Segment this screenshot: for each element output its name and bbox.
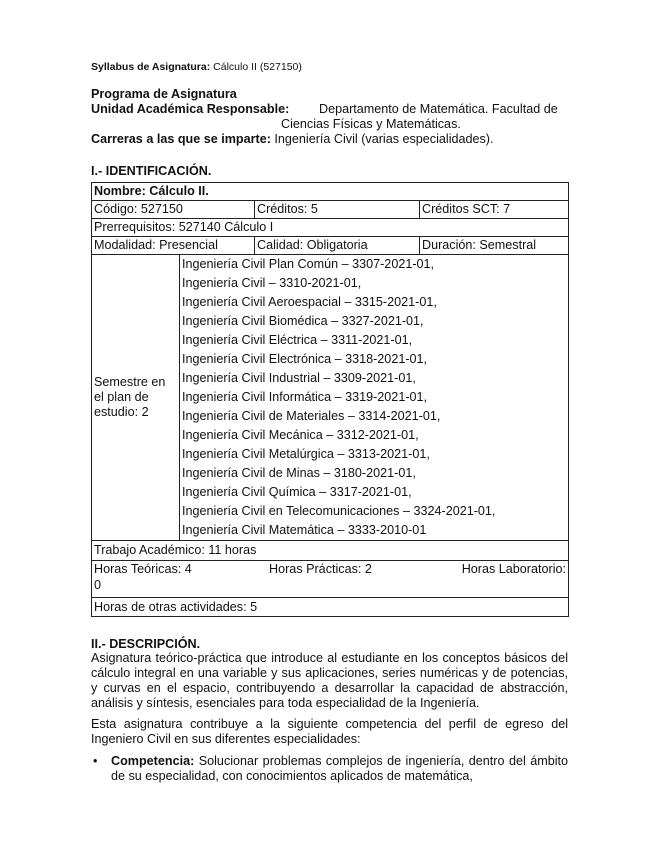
horas-laboratorio: Horas Laboratorio: (461, 562, 567, 576)
carrera-item: Ingeniería Civil Metalúrgica – 3313-2021-01, (182, 447, 430, 461)
carrera-item: Ingeniería Civil Eléctrica – 3311-2021-01, (182, 333, 413, 347)
carreras-label: Carreras a las que se imparte: (91, 132, 271, 146)
cell-semestre: Semestre en el plan de estudio: 2 (92, 255, 180, 541)
cell-duracion: Duración: Semestral (420, 237, 569, 255)
section-descripcion-title: II.- DESCRIPCIÓN. (91, 637, 201, 651)
programa-title: Programa de Asignatura (91, 87, 237, 101)
unidad-value-line2: Ciencias Físicas y Matemáticas. (281, 117, 461, 131)
horas-laboratorio-value: 0 (94, 578, 102, 592)
row-trabajo (92, 541, 569, 561)
row-horas-otras (92, 598, 569, 617)
carrera-item: Ingeniería Civil Informática – 3319-2021-01, (182, 390, 428, 404)
competencia-item (91, 754, 568, 784)
section-identificacion-title: I.- IDENTIFICACIÓN. (91, 164, 212, 178)
unidad-label: Unidad Académica Responsable: (91, 102, 290, 116)
horas-block (94, 561, 566, 597)
cell-prerrequisitos: Prerrequisitos: 527140 Cálculo I (92, 219, 569, 237)
row-modalidad (92, 237, 569, 255)
carrera-item: Ingeniería Civil – 3310-2021-01, (182, 276, 362, 290)
unidad-academica (91, 102, 568, 132)
carreras-value: Ingeniería Civil (varias especialidades). (274, 132, 494, 146)
contribuye-paragraph: Esta asignatura contribuye a la siguiente competencia del perfil de egreso del Ingeniero Civil en sus diferentes especialidades: (91, 717, 568, 746)
cell-carreras-list (180, 255, 569, 541)
carrera-item: Ingeniería Civil Electrónica – 3318-2021-01, (182, 352, 428, 366)
carreras-line (91, 132, 568, 147)
cell-modalidad: Modalidad: Presencial (92, 237, 255, 255)
row-horas (92, 561, 569, 598)
carrera-item: Ingeniería Civil Química – 3317-2021-01, (182, 485, 412, 499)
syllabus-label: Syllabus de Asignatura: (91, 61, 211, 73)
syllabus-value: Cálculo II (527150) (213, 61, 302, 73)
carrera-item: Ingeniería Civil Mecánica – 3312-2021-01, (182, 428, 419, 442)
carrera-item: Ingeniería Civil Industrial – 3309-2021-01, (182, 371, 416, 385)
competencia-text-block (111, 754, 568, 784)
carreras-list (182, 255, 566, 540)
cell-creditos-sct: Créditos SCT: 7 (420, 201, 569, 219)
horas-practicas: Horas Prácticas: 2 (269, 562, 372, 576)
row-prerrequisitos (92, 219, 569, 237)
carrera-item: Ingeniería Civil en Telecomunicaciones – 3324-2021-01, (182, 504, 496, 518)
cell-trabajo: Trabajo Académico: 11 horas (92, 541, 569, 561)
row-nombre (92, 183, 569, 201)
carrera-item: Ingeniería Civil Aeroespacial – 3315-2021-01, (182, 295, 437, 309)
carrera-item: Ingeniería Civil Plan Común – 3307-2021-01, (182, 257, 435, 271)
cell-horas (92, 561, 569, 598)
cell-calidad: Calidad: Obligatoria (255, 237, 420, 255)
cell-nombre: Nombre: Cálculo II. (92, 183, 569, 201)
descripcion-paragraph: Asignatura teórico-práctica que introduce al estudiante en los conceptos básicos del cálculo integral en una variable y sus aplicaciones, series numéricas y de potencias, y curvas en el espacio, contribuyendo a desarrollar la capacidad de abstracción, análisis y síntesis, esenciales para toda especialidad de la Ingeniería. (91, 651, 568, 710)
horas-teoricas: Horas Teóricas: 4 (94, 562, 192, 576)
cell-horas-otras: Horas de otras actividades: 5 (92, 598, 569, 617)
carrera-item: Ingeniería Civil de Materiales – 3314-2021-01, (182, 409, 441, 423)
row-semestre (92, 255, 569, 541)
competencia-label: Competencia: (111, 754, 195, 768)
carrera-item: Ingeniería Civil Biomédica – 3327-2021-01, (182, 314, 424, 328)
competencia-text: Solucionar problemas complejos de ingeniería, dentro del ámbito de su especialidad, con conocimientos aplicados de matemática, (111, 754, 568, 783)
carrera-item: Ingeniería Civil Matemática – 3333-2010-01 (182, 523, 427, 537)
syllabus-line (91, 61, 302, 73)
row-codigo (92, 201, 569, 219)
cell-creditos: Créditos: 5 (255, 201, 420, 219)
identificacion-table (91, 182, 569, 617)
unidad-value-line1: Departamento de Matemática. Facultad de (319, 102, 558, 116)
bullet-marker: • (93, 754, 98, 768)
cell-codigo: Código: 527150 (92, 201, 255, 219)
programa-block (91, 87, 568, 147)
carrera-item: Ingeniería Civil de Minas – 3180-2021-01, (182, 466, 416, 480)
